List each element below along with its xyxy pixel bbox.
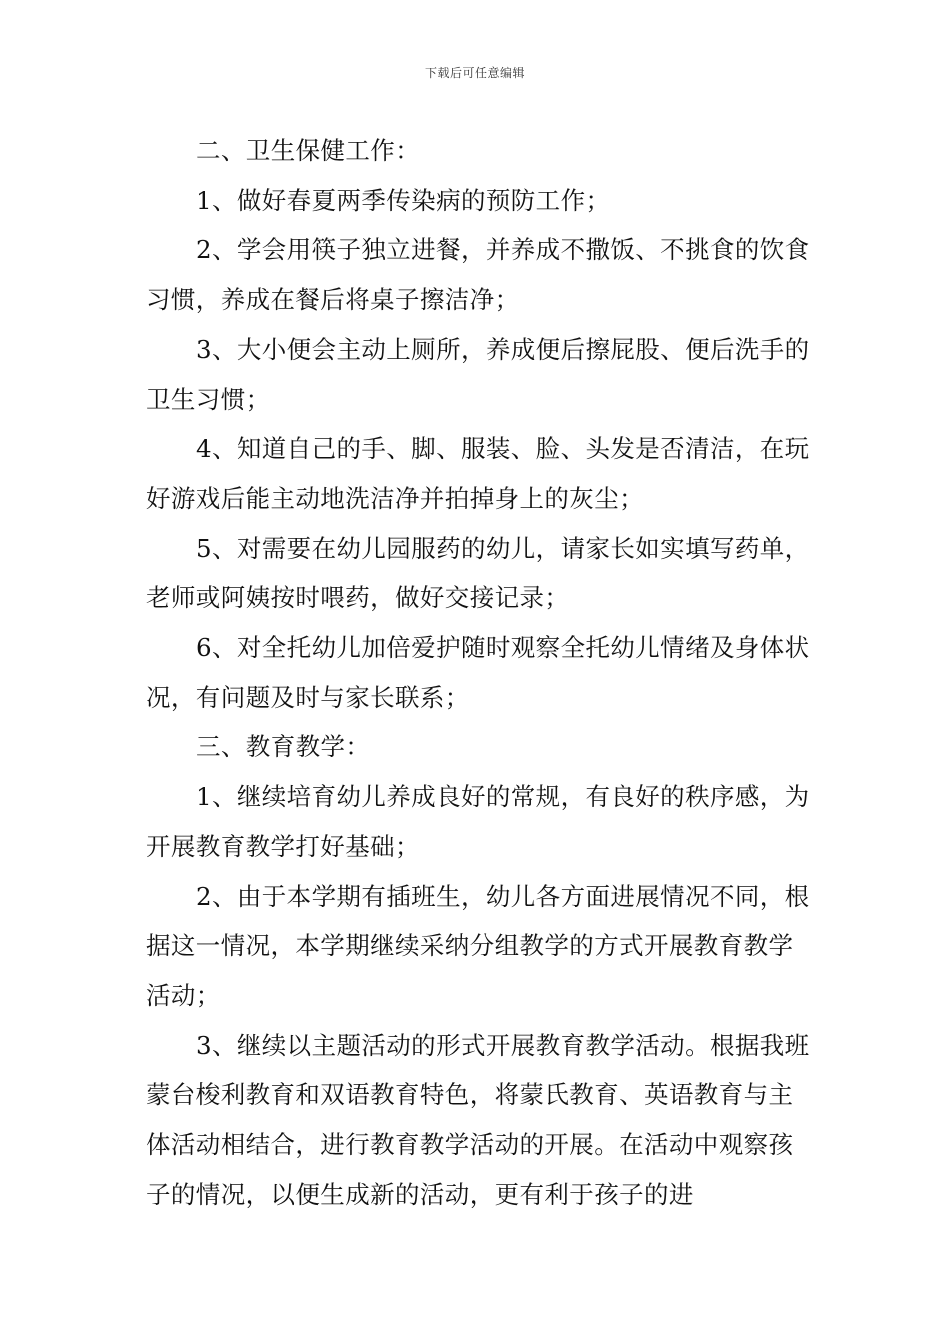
document-body: [146, 126, 814, 1219]
section-heading-education: 三、教育教学：: [196, 732, 371, 762]
paragraph: 2、学会用筷子独立进餐，并养成不撒饭、不挑食的饮食习惯，养成在餐后将桌子擦洁净；: [146, 235, 810, 315]
section-heading-hygiene: 二、卫生保健工作：: [196, 136, 421, 165]
paragraph: 6、对全托幼儿加倍爱护随时观察全托幼儿情绪及身体状况，有问题及时与家长联系；: [146, 633, 810, 712]
paragraph: 1、做好春夏两季传染病的预防工作；: [196, 185, 611, 215]
paragraph: 2、由于本学期有插班生，幼儿各方面进展情况不同，根据这一情况，本学期继续采纳分组教学的方式开展教育教学活动；: [146, 881, 810, 1010]
paragraph: 5、对需要在幼儿园服药的幼儿，请家长如实填写药单，老师或阿姨按时喂药，做好交接记录；: [146, 533, 810, 613]
paragraph: 3、大小便会主动上厕所，养成便后擦屁股、便后洗手的卫生习惯；: [146, 334, 810, 414]
paragraph: 4、知道自己的手、脚、服装、脸、头发是否清洁，在玩好游戏后能主动地洗洁净并拍掉身上的灰尘；: [146, 434, 810, 513]
paragraph: 3、继续以主题活动的形式开展教育教学活动。根据我班蒙台梭利教育和双语教育特色，将蒙氏教育、英语教育与主体活动相结合，进行教育教学活动的开展。在活动中观察孩子的情况，以便生成新的活动，更有利于孩子的进: [146, 1030, 810, 1209]
page-header: 下载后可任意编辑: [424, 66, 525, 80]
paragraph: 1、继续培育幼儿养成良好的常规，有良好的秩序感，为开展教育教学打好基础；: [146, 782, 810, 861]
